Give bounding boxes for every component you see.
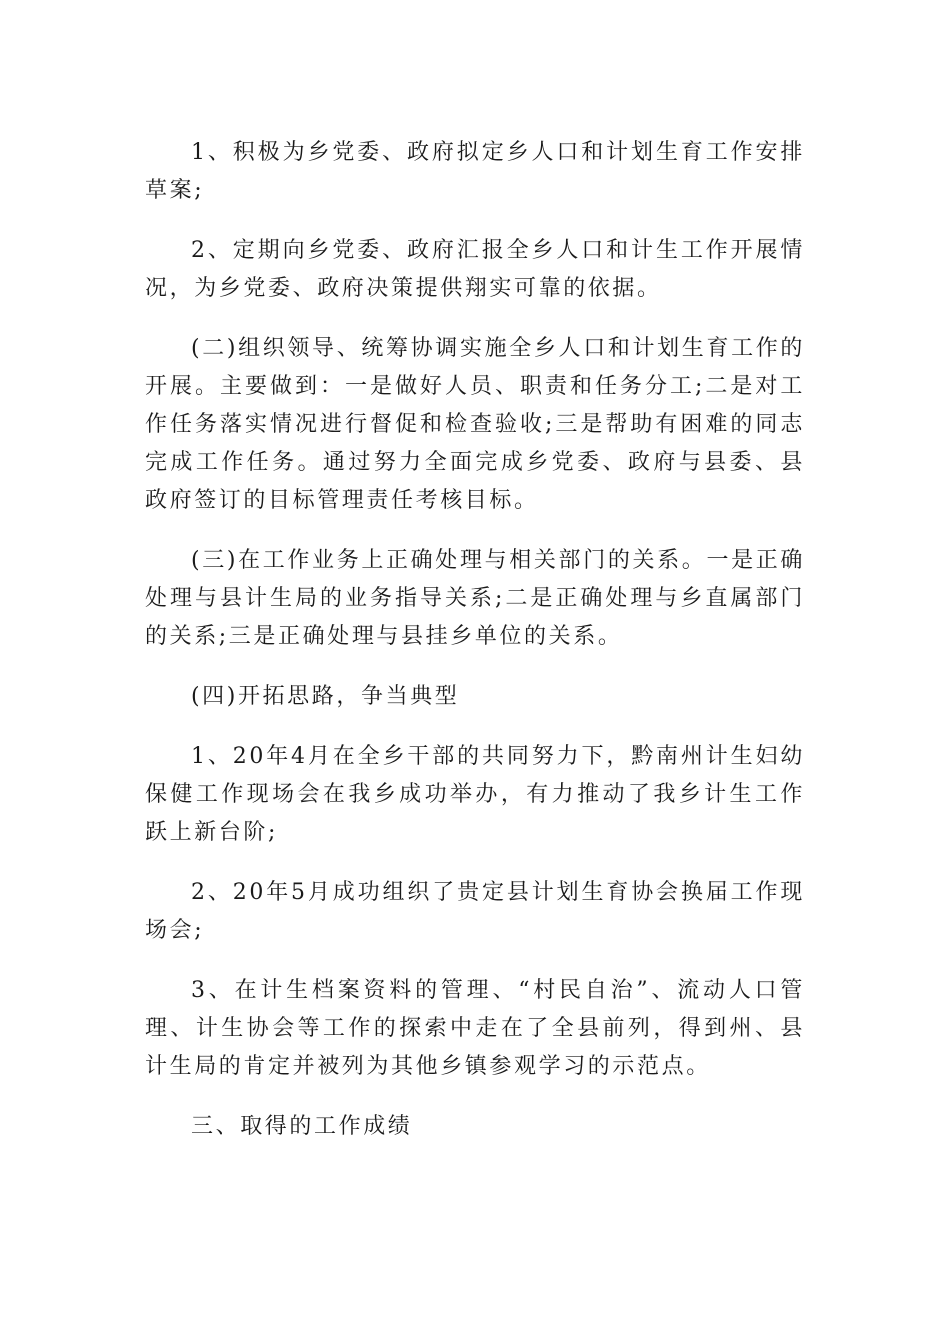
paragraph-3: (二)组织领导、统筹协调实施全乡人口和计划生育工作的开展。主要做到：一是做好人员、职责和任务分工;二是对工作任务落实情况进行督促和检查验收;三是帮助有困难的同志完成工作任务。通过努力全面完成乡党委、政府与县委、县政府签订的目标管理责任考核目标。 [145, 336, 805, 513]
paragraph-2: 2、定期向乡党委、政府汇报全乡人口和计生工作开展情况，为乡党委、政府决策提供翔实可靠的依据。 [145, 238, 805, 301]
document-body [145, 134, 805, 1168]
paragraph-4: (三)在工作业务上正确处理与相关部门的关系。一是正确处理与县计生局的业务指导关系;二是正确处理与乡直属部门的关系;三是正确处理与县挂乡单位的关系。 [145, 548, 805, 649]
paragraph-8: 3、在计生档案资料的管理、“村民自治”、流动人口管理、计生协会等工作的探索中走在了全县前列，得到州、县计生局的肯定并被列为其他乡镇参观学习的示范点。 [145, 978, 805, 1079]
section-heading-4: (四)开拓思路，争当典型 [191, 684, 460, 709]
paragraph-6: 1、20年4月在全乡干部的共同努力下，黔南州计生妇幼保健工作现场会在我乡成功举办，有力推动了我乡计生工作跃上新台阶; [145, 744, 805, 845]
paragraph-1: 1、积极为乡党委、政府拟定乡人口和计划生育工作安排草案; [145, 140, 805, 203]
paragraph-7: 2、20年5月成功组织了贵定县计划生育协会换届工作现场会; [145, 880, 805, 943]
section-heading-3: 三、取得的工作成绩 [191, 1114, 413, 1139]
